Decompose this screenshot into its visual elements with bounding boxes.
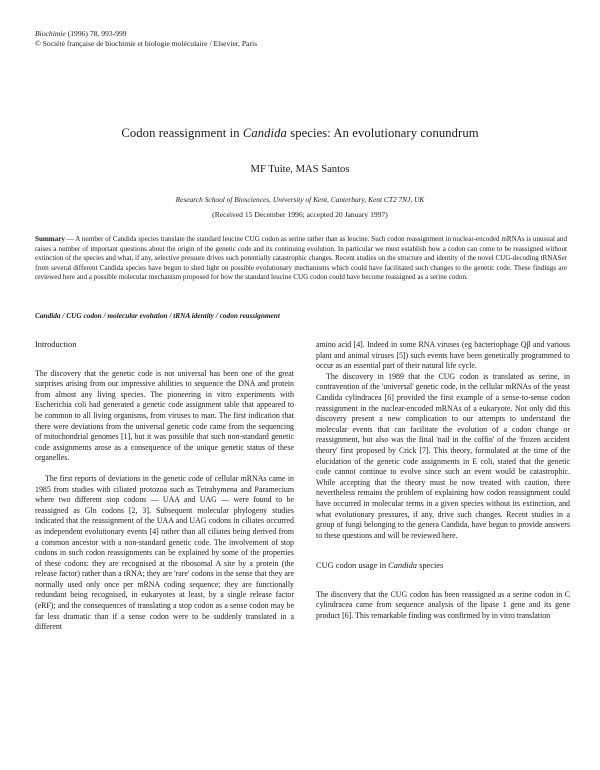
article-received-dates: (Received 15 December 1996; accepted 20 January 1997) <box>212 210 388 219</box>
journal-society: © Société française de biochimie et biologie moléculaire / Elsevier, Paris <box>35 39 258 48</box>
paragraph: The discovery that the CUG codon has been reassigned as a serine codon in C cylindracea came from sequence analysis of the lipase 1 gene and its gene product [6]. This remarkable finding was confirmed by in vitro translation <box>316 589 570 621</box>
journal-name: Biochimie <box>35 29 66 38</box>
article-authors: MF Tuite, MAS Santos <box>250 164 350 175</box>
abstract-label: Summary <box>35 235 65 243</box>
paragraph: The first reports of deviations in the genetic code of cellular mRNAs came in 1985 from studies with ciliated protozoa such as Tetrahymena and Paramecium where two different stop codons — UAA and UAG — were found to be reassigned as Gln codons [2, 3]. Subsequent molecular phylogeny studies indicated that the reassignment of the UAA and UAG codons in ciliates occurred as independent evolutionary events [4] rather than all ciliates being derived from a common ancestor with a non-standard genetic code. The involvement of stop codons in such codon reassignments can be explained by some of the properties of these codons: they are recognised at the ribosomal A site by a protein (the release factor) rather than a tRNA; they are 'rare' codons in the sense that they are normally used only once per mRNA coding sequence; they are functionally redundant being recognised, in eukaryotes at least, by a single release factor (eRF); and the consequences of translating a stop codon as a sense codon may be far less dramatic than if a sense codon were to be suddenly translated in a different <box>35 473 294 632</box>
journal-header <box>35 29 257 49</box>
heading-genus: Candida <box>388 561 417 571</box>
section-heading-introduction: Introduction <box>35 340 77 349</box>
heading-part: species <box>416 561 444 571</box>
article-affiliation: Research School of Biosciences, University of Kent, Canterbury, Kent CT2 7NJ, UK <box>175 195 425 204</box>
paragraph: The discovery that the genetic code is not universal has been one of the great surprises arising from our impressive abilities to sequence the DNA and protein from almost any living species. The pioneering in vitro experiments with Escherichia coli had generated a genetic code assignment table that appeared to be common to all living organisms, from viruses to man. The first indication that there were deviations from the universal genetic code came from the sequencing of mitochondrial genomes [1], but it was possible that such non-standard genetic code assignments arose as a consequence of the unique genetic status of these organelles. <box>35 368 294 463</box>
paragraph: amino acid [4]. Indeed in some RNA viruses (eg bacteriophage Qβ and various plant and animal viruses [5]) such events have been genetically programmed to occur as an essential part of their natural life cycle. <box>316 340 570 371</box>
abstract-text: — A number of Candida species translate the standard leucine CUG codon as serine rather than as leucine. Such codon reassignment in nuclear-encoded mRNAs is unusual and raises a number of important questions about the origin of the genetic code and its continuing evolution. In particular we must establish how a codon can come to be reassigned without extinction of the species and what, if any, selective pressure drives such potentially catastrophic changes. Recent studies on the structure and identity of the novel CUG-decoding tRNASer from several different Candida species have begun to shed light on possible evolutionary mechanisms which could have facilitated such changes to the genetic code. These findings are reviewed here and a possible molecular mechanism proposed for how the standard leucine CUG codon could have become reassigned as a serine codon. <box>35 235 567 282</box>
journal-volume-pages: (1996) 78, 993-999 <box>65 29 127 38</box>
left-column <box>35 340 294 633</box>
section-heading-cug-codon-usage <box>316 561 570 572</box>
keywords: Candida / CUG codon / molecular evolution / tRNA identity / codon reassignment <box>35 311 280 320</box>
paragraph: The discovery in 1989 that the CUG codon is translated as serine, in contravention of the 'universal' genetic code, in the cellular mRNAs of the yeast Candida cylindracea [6] provided the first example of a sense-to-sense codon reassignment in the nuclear-encoded mRNAs of a eukaryote. Not only did this discovery present a new complication to our attempts to understand the molecular events that can facilitate the evolution of a codon change or reassignment, but also was the final 'nail in the coffin' of the 'frozen accident theory' first proposed by Crick [7]. This theory, formulated at the time of the elucidation of the genetic code assignments in E coli, stated that the genetic code cannot continue to evolve since such an event would be catastrophic. While accepting that the theory must be now treated with caution, there nevertheless remains the problem of explaining how codon reassignment could have occurred in molecular terms in a given species without its extinction, and what evolutionary pressures, if any, drive such changes. Recent studies in a group of fungi belonging to the genera Candida, have begun to provide answers to these questions and will be reviewed here. <box>316 371 570 540</box>
journal-citation <box>35 29 257 39</box>
article-title <box>0 126 600 141</box>
title-part: Codon reassignment in <box>121 126 243 140</box>
abstract <box>35 235 567 283</box>
title-part: species: An evolutionary conundrum <box>286 126 479 140</box>
heading-part: CUG codon usage in <box>316 561 389 571</box>
title-genus: Candida <box>242 126 287 140</box>
right-column <box>316 340 570 622</box>
